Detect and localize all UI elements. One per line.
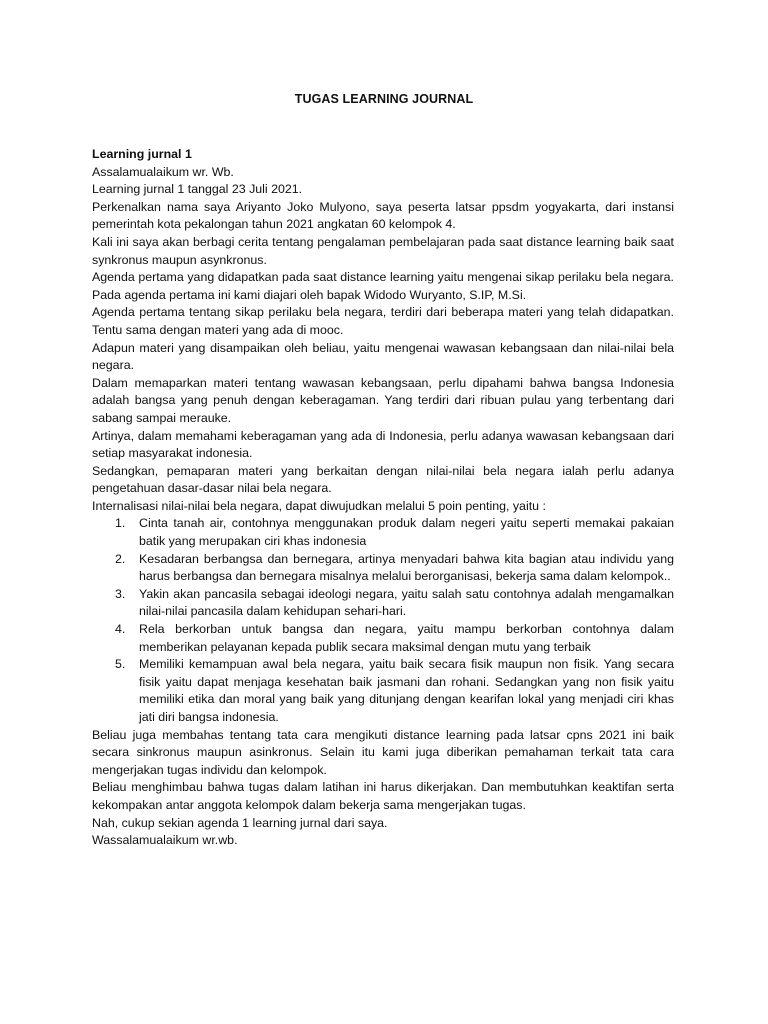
list-item [92, 586, 674, 621]
paragraph-farewell: Wassalamualaikum wr.wb. [92, 833, 238, 848]
paragraph-defense-values: Sedangkan, pemaparan materi yang berkaitan dengan nilai-nilai bela negara ialah perlu adanya pengetahuan dasar-dasar nilai bela negara. [92, 463, 674, 496]
paragraph-closing: Nah, cukup sekian agenda 1 learning jurnal dari saya. [92, 815, 388, 830]
key-points-list [92, 515, 674, 726]
paragraph-introduction: Perkenalkan nama saya Ariyanto Joko Mulyono, saya peserta latsar ppsdm yogyakarta, dari instansi pemerintah kota pekalongan tahun 2021 angkatan 60 kelompok 4. [92, 199, 674, 232]
paragraph-distance-learning: Beliau juga membahas tentang tata cara mengikuti distance learning pada latsar cpns 2021 ini baik secara sinkronus maupun asinkronus. Selain itu kami juga diberikan pemahaman terkait tata cara mengerjakan tugas individu dan kelompok. [92, 727, 674, 777]
paragraph-tasks: Beliau menghimbau bahwa tugas dalam latihan ini harus dikerjakan. Dan membutuhkan keaktifan serta kekompakan antar anggota kelompok dalam bekerja sama mengerjakan tugas. [92, 780, 674, 812]
paragraph-material-topics: Adapun materi yang disampaikan oleh beliau, yaitu mengenai wawasan kebangsaan dan nilai-nilai bela negara. [92, 340, 674, 373]
list-item-number: 2. [115, 551, 126, 566]
list-item [92, 551, 674, 586]
paragraph-agenda-materials: Agenda pertama tentang sikap perilaku bela negara, terdiri dari beberapa materi yang telah didapatkan. Tentu sama dengan materi yang ada di mooc. [92, 305, 674, 337]
paragraph-diversity: Artinya, dalam memahami keberagaman yang ada di Indonesia, perlu adanya wawasan kebangsaan dari setiap masyarakat indonesia. [92, 428, 674, 461]
paragraph-greeting: Assalamualaikum wr. Wb. [92, 164, 234, 179]
paragraph-date: Learning jurnal 1 tanggal 23 Juli 2021. [92, 182, 303, 197]
list-item-text: Cinta tanah air, contohnya menggunakan produk dalam negeri yaitu seperti memakai pakaian batik yang merupakan ciri khas indonesia [139, 516, 674, 549]
paragraph-national-insight: Dalam memaparkan materi tentang wawasan kebangsaan, perlu dipahami bahwa bangsa Indonesia adalah bangsa yang penuh dengan keberagaman. Yang terdiri dari ribuan pulau yang terbentang dari sabang sampai merauke. [92, 375, 674, 425]
list-item-text: Kesadaran berbangsa dan bernegara, artinya menyadari bahwa kita bagian atau individu yang harus berbangsa dan bernegara misalnya melalui berorganisasi, bekerja sama dalam kelompok.. [139, 551, 674, 584]
list-item-text: Rela berkorban untuk bangsa dan negara, yaitu mampu berkorban contohnya dalam memberikan pelayanan kepada publik secara maksimal dengan mutu yang terbaik [139, 622, 674, 654]
paragraph-sharing: Kali ini saya akan berbagi cerita tentang pengalaman pembelajaran pada saat distance learning baik saat synkronus maupun asynkronus. [92, 234, 674, 267]
journal-heading: Learning jurnal 1 [92, 147, 192, 161]
list-item [92, 515, 674, 550]
paragraph-agenda-one: Agenda pertama yang didapatkan pada saat distance learning yaitu mengenai sikap perilaku bela negara. Pada agenda pertama ini kami diajari oleh bapak Widodo Wuryanto, S.IP, M.Si. [92, 270, 674, 302]
list-item [92, 656, 674, 726]
document-body [92, 146, 674, 850]
list-item-number: 5. [115, 657, 126, 672]
paragraph-internalization: Internalisasi nilai-nilai bela negara, dapat diwujudkan melalui 5 poin penting, yaitu : [92, 498, 546, 513]
list-item-number: 4. [115, 622, 126, 637]
document-title: TUGAS LEARNING JOURNAL [294, 92, 474, 106]
list-item-text: Memiliki kemampuan awal bela negara, yaitu baik secara fisik maupun non fisik. Yang secara fisik yaitu dapat menjaga kesehatan baik jasmani dan rohani. Sedangkan yang non fisik yaitu memiliki etika dan moral yang baik yang ditunjang dengan kearifan lokal yang menjadi ciri khas jati diri bangsa indonesia. [139, 657, 674, 724]
list-item-text: Yakin akan pancasila sebagai ideologi negara, yaitu salah satu contohnya adalah mengamalkan nilai-nilai pancasila dalam kehidupan sehari-hari. [139, 586, 674, 619]
list-item-number: 1. [115, 516, 126, 531]
list-item [92, 621, 674, 656]
list-item-number: 3. [115, 586, 126, 601]
